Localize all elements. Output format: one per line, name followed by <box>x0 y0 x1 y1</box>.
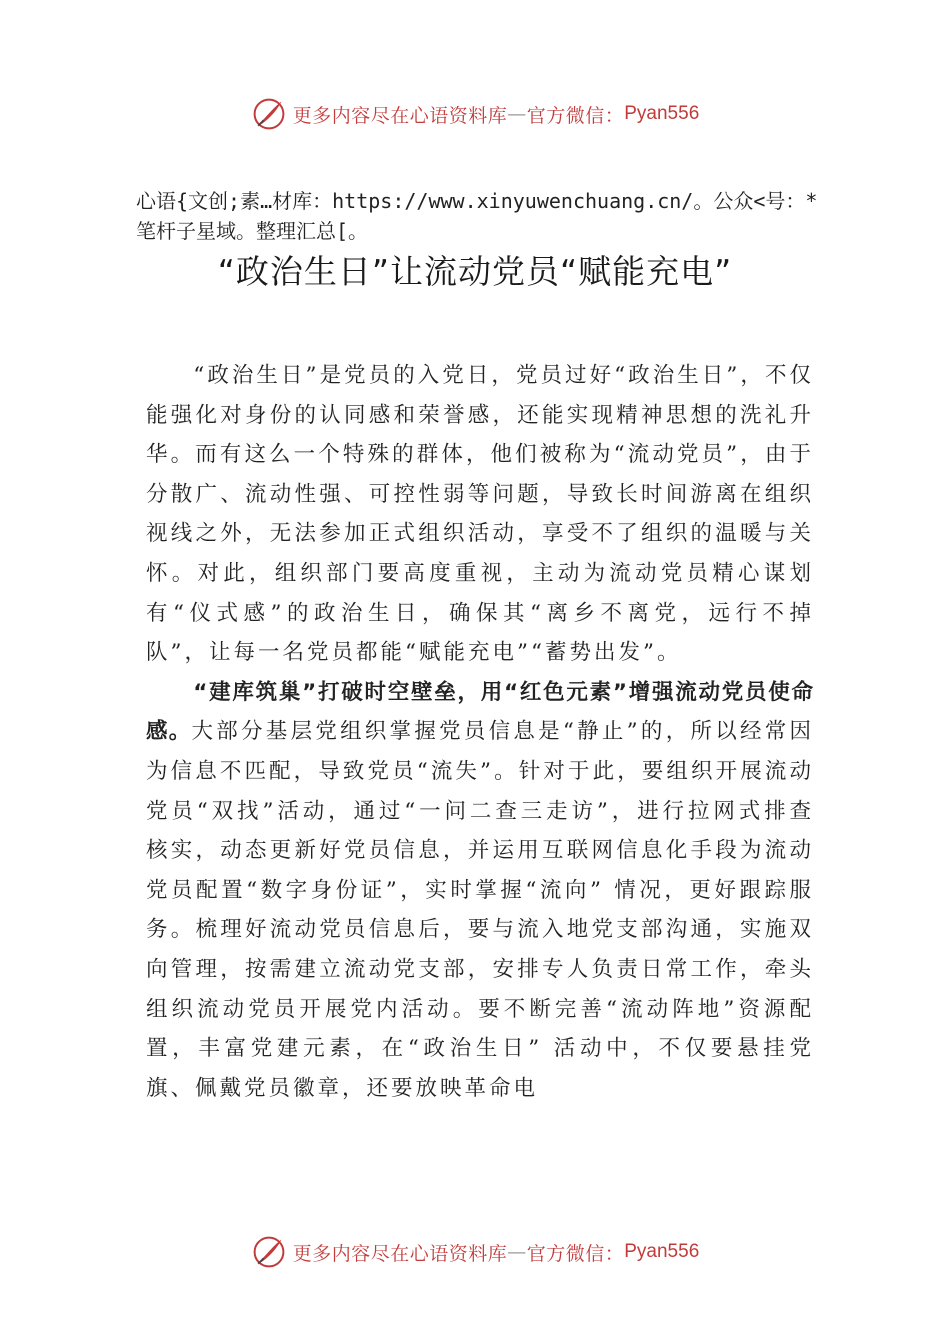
banner-wechat-handle: Pyan556 <box>624 103 700 124</box>
banner-wechat-label: 官方微信： <box>526 104 625 127</box>
source-notice: 心语{文创;素…材库：https://www.xinyuwenchuang.cn/。公众<号：*笔杆子星域。整理汇总[。 <box>136 189 818 243</box>
footer-banner-separator: — <box>507 1241 527 1263</box>
paragraph-section-1 <box>146 673 814 1109</box>
footer-banner-wechat-handle: Pyan556 <box>624 1241 700 1262</box>
section-body: 大部分基层党组织掌握党员信息是“静止”的，所以经常因为信息不匹配，导致党员“流失”。针对于此，要组织开展流动党员“双找”活动，通过“一问二查三走访”，进行拉网式排查核实，动态更新好党员信息，并运用互联网信息化手段为流动党员配置“数字身份证”，实时掌握“流向” 情况，更好跟踪服务。梳理好流动党员信息后，要与流入地党支部沟通，实施双向管理，按需建立流动党支部，安排专人负责日常工作，牵头组织流动党员开展党内活动。要不断完善“流动阵地”资源配置，丰富党建元素，在“政治生日” 活动中，不仅要悬挂党旗、佩戴党员徽章，还要放映革命电 <box>146 719 814 1101</box>
quill-logo-icon <box>251 1234 287 1270</box>
banner-separator: — <box>507 103 527 125</box>
footer-banner <box>0 1232 950 1272</box>
article-body <box>146 356 814 1108</box>
footer-banner-title: 更多内容尽在心语资料库 <box>292 1242 508 1265</box>
quill-logo-icon <box>251 96 287 132</box>
footer-banner-wechat-label: 官方微信： <box>526 1242 625 1265</box>
section-heading: “建库筑巢”打破时空壁垒，用“红色元素”增强流动党员使命感。 <box>146 679 814 745</box>
header-banner <box>0 94 950 134</box>
article-title: “政治生日”让流动党员“赋能充电” <box>217 252 733 291</box>
paragraph-intro: “政治生日”是党员的入党日，党员过好“政治生日”，不仅能强化对身份的认同感和荣誉感，还能实现精神思想的洗礼升华。而有这么一个特殊的群体，他们被称为“流动党员”，由于分散广、流动性强、可控性弱等问题，导致长时间游离在组织视线之外，无法参加正式组织活动，享受不了组织的温暖与关怀。对此，组织部门要高度重视，主动为流动党员精心谋划有“仪式感”的政治生日，确保其“离乡不离党，远行不掉队”，让每一名党员都能“赋能充电”“蓄势出发”。 <box>146 363 814 666</box>
banner-title: 更多内容尽在心语资料库 <box>292 104 508 127</box>
